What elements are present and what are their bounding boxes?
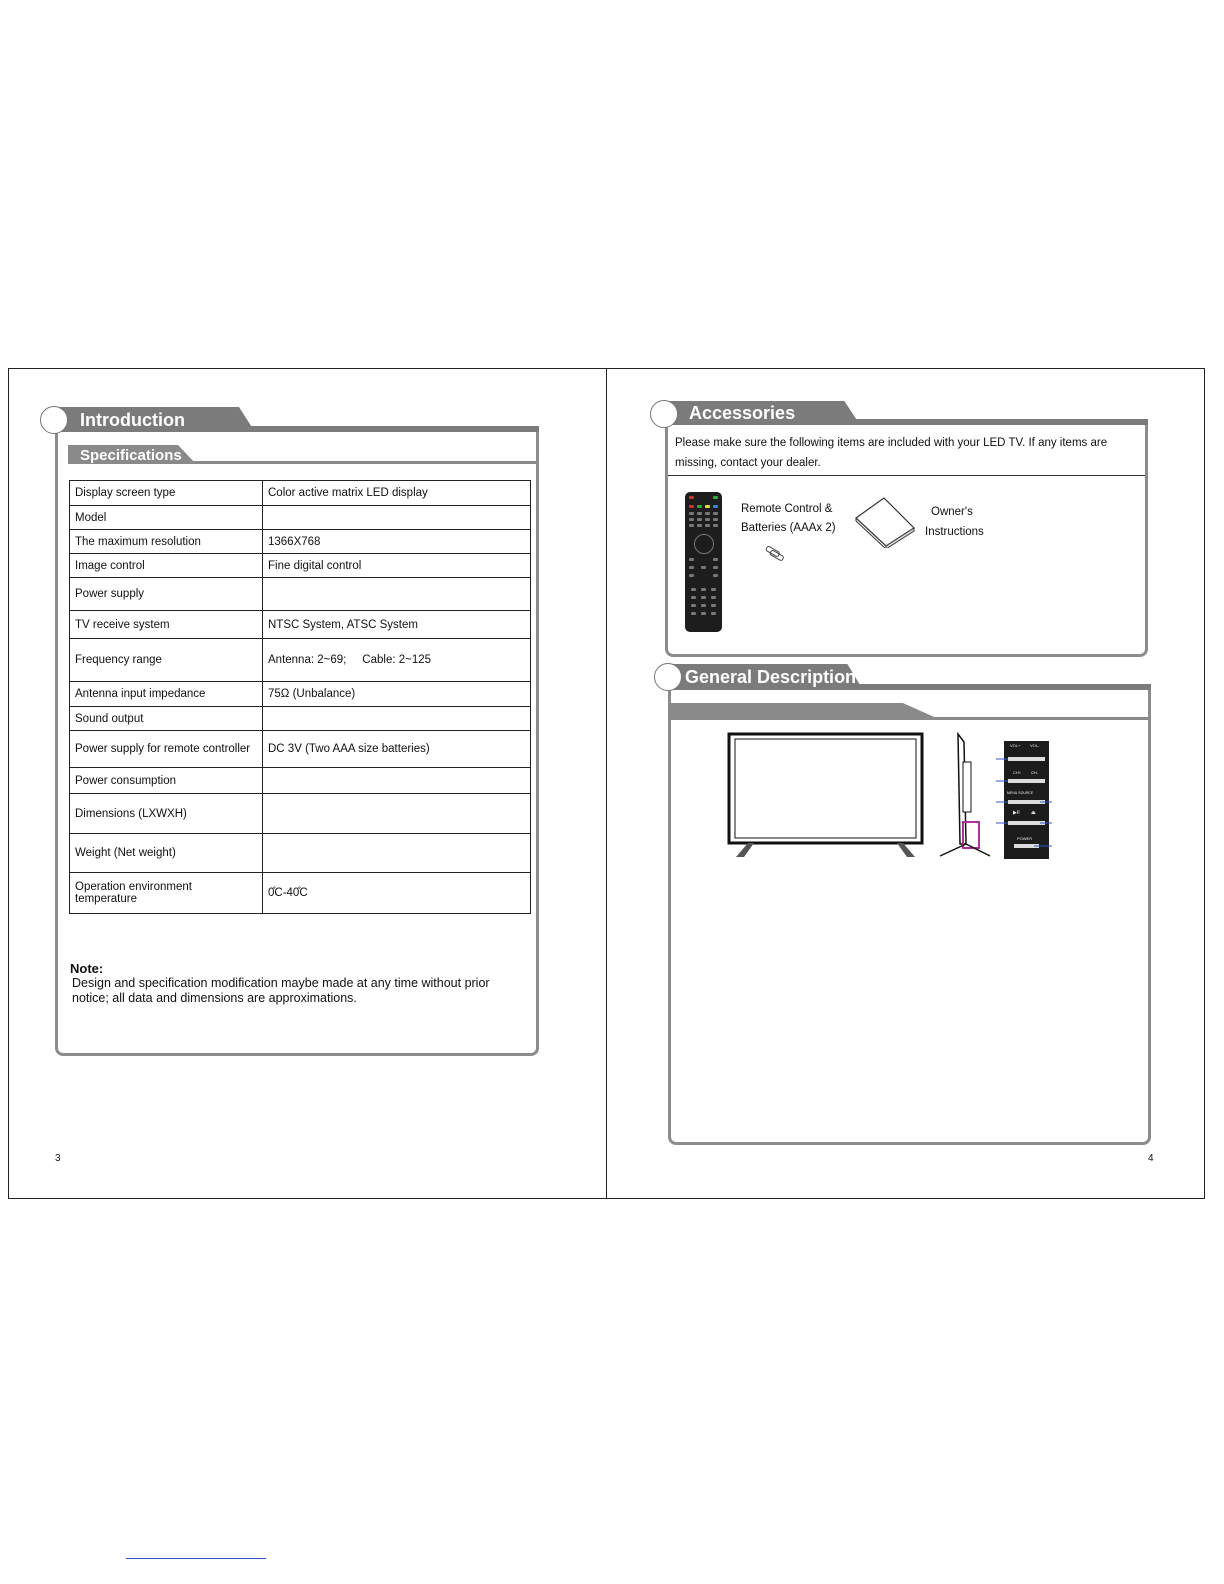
- spec-value: NTSC System, ATSC System: [263, 611, 531, 639]
- spec-row: [70, 682, 531, 707]
- spec-row: [70, 639, 531, 682]
- spec-label: Image control: [70, 554, 263, 578]
- accessories-intro: Please make sure the following items are included with your LED TV. If any items are missing, contact your dealer.: [675, 437, 1108, 469]
- accessories-circle-icon: [650, 400, 678, 428]
- remote-label-line1: Remote Control &: [741, 503, 833, 515]
- spec-row: [70, 794, 531, 834]
- manual-label-line2: Instructions: [925, 526, 984, 538]
- spec-row: [70, 530, 531, 554]
- spec-value: [263, 707, 531, 731]
- manual-label-line1: Owner's: [931, 506, 973, 518]
- spec-value: [263, 506, 531, 530]
- page-number-left: 3: [55, 1153, 61, 1164]
- introduction-circle-icon: [40, 406, 68, 434]
- spec-label: Sound output: [70, 707, 263, 731]
- tv-side-image: [936, 732, 996, 860]
- spec-label: Power supply for remote controller: [70, 731, 263, 768]
- footer-link-underline: [126, 1558, 266, 1559]
- keypad-eject-label: ⏏: [1031, 810, 1036, 816]
- keypad-menu-source-label: MENU SOURCE: [1007, 791, 1034, 795]
- batteries-icon: [764, 545, 788, 563]
- manual-book-icon: [854, 496, 916, 548]
- spec-row: [70, 731, 531, 768]
- keypad-ch-plus-label: CH+: [1013, 770, 1022, 775]
- spec-value: Color active matrix LED display: [263, 481, 531, 506]
- remote-control-image: [685, 492, 722, 632]
- spec-value: DC 3V (Two AAA size batteries): [263, 731, 531, 768]
- spec-value: Fine digital control: [263, 554, 531, 578]
- spec-label: Antenna input impedance: [70, 682, 263, 707]
- spec-label: The maximum resolution: [70, 530, 263, 554]
- spec-row: [70, 873, 531, 914]
- spec-row: [70, 481, 531, 506]
- accessories-separator: [668, 475, 1145, 476]
- note-body: Design and specification modification maybe made at any time without prior notice; all data and dimensions are approximations.: [72, 976, 490, 1005]
- spec-row: [70, 611, 531, 639]
- spec-label: TV receive system: [70, 611, 263, 639]
- accessories-title: Accessories: [689, 403, 796, 423]
- keypad-vol-minus-label: VOL-: [1030, 743, 1040, 748]
- spec-value: Antenna: 2~69; Cable: 2~125: [263, 639, 531, 682]
- keypad-power-label: POWER: [1017, 836, 1033, 841]
- spec-row: [70, 554, 531, 578]
- keypad-vol-plus-label: VOL+: [1010, 743, 1021, 748]
- spec-label: Power consumption: [70, 768, 263, 794]
- remote-label-line2: Batteries (AAAx 2): [741, 522, 836, 534]
- spec-value: 75Ω (Unbalance): [263, 682, 531, 707]
- specifications-title: Specifications: [80, 447, 182, 464]
- page-number-right: 4: [1148, 1153, 1154, 1164]
- spec-row: [70, 506, 531, 530]
- spec-value: [263, 578, 531, 611]
- note-heading: Note:: [70, 961, 104, 976]
- spec-value: 1366X768: [263, 530, 531, 554]
- general-description-subheader-underline: [668, 717, 1151, 720]
- spec-label: Display screen type: [70, 481, 263, 506]
- spec-row: [70, 768, 531, 794]
- spec-label: Operation environment temperature: [70, 873, 263, 914]
- spec-label: Power supply: [70, 578, 263, 611]
- introduction-title: Introduction: [80, 410, 185, 430]
- spec-label: Model: [70, 506, 263, 530]
- spec-label: Weight (Net weight): [70, 834, 263, 873]
- spec-row: [70, 578, 531, 611]
- general-description-circle-icon: [654, 663, 682, 691]
- spec-value: [263, 768, 531, 794]
- specifications-table: [69, 480, 531, 914]
- spec-row: [70, 834, 531, 873]
- general-description-title: General Description: [685, 667, 857, 687]
- spec-row: [70, 707, 531, 731]
- spec-value: [263, 834, 531, 873]
- keypad-callout-lines: [994, 755, 1056, 851]
- keypad-play-label: ▶II: [1013, 810, 1020, 816]
- spec-value: [263, 794, 531, 834]
- page-divider: [606, 368, 607, 1199]
- spec-label: Dimensions (LXWXH): [70, 794, 263, 834]
- spec-label: Frequency range: [70, 639, 263, 682]
- keypad-ch-minus-label: CH-: [1031, 770, 1039, 775]
- tv-front-image: [726, 732, 924, 860]
- spec-value: 0̊C-40̊C: [263, 873, 531, 914]
